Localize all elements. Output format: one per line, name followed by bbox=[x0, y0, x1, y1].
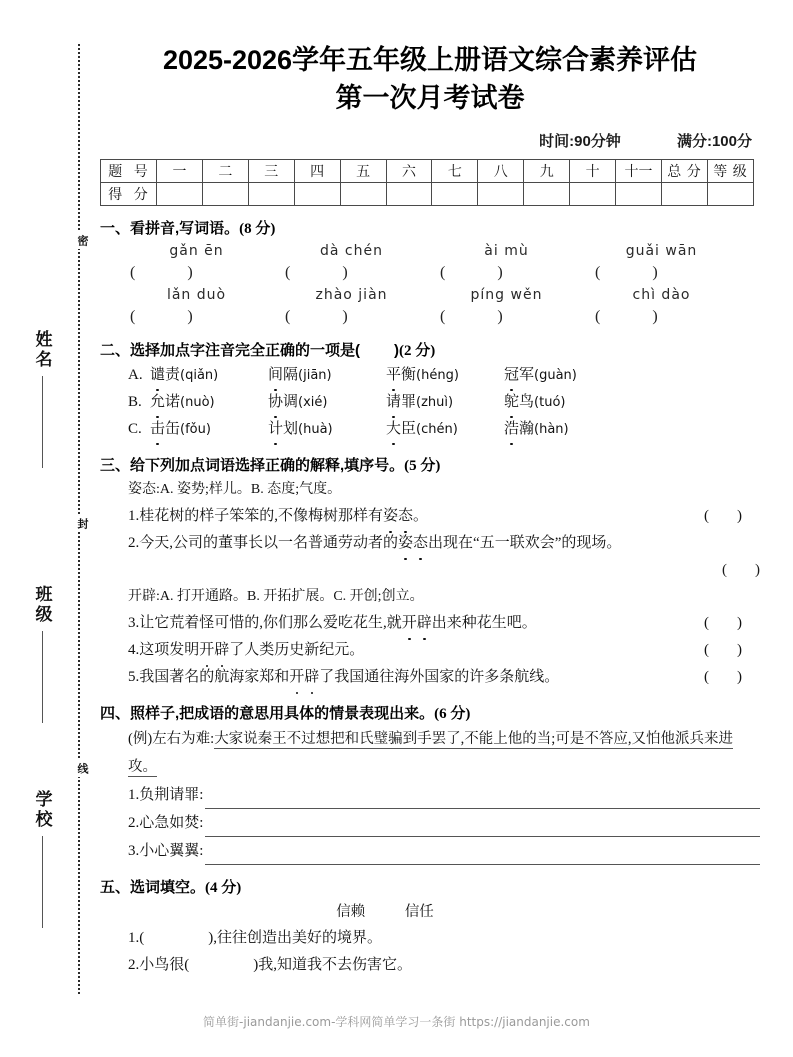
section-4-title: 四、照样子,把成语的意思用具体的情景表现出来。 bbox=[100, 705, 435, 722]
score-table-col-total: 总 分 bbox=[662, 160, 708, 183]
dotted-char: 浩 bbox=[504, 416, 519, 442]
section-5-question-1 bbox=[128, 925, 760, 952]
section-2-points: (2 分) bbox=[399, 343, 436, 359]
seal-word-mi: 密 bbox=[68, 232, 90, 249]
section-4-item-3 bbox=[128, 837, 760, 865]
section-1-points: (8 分) bbox=[239, 221, 276, 237]
pinyin-2-1: lǎn duò bbox=[166, 287, 227, 303]
option-b[interactable] bbox=[128, 389, 760, 416]
section-3-gloss-2: 开辟:A. 打开通路。B. 开拓扩展。C. 开创;创立。 bbox=[128, 589, 424, 604]
score-table-label-score: 得 分 bbox=[101, 183, 157, 206]
score-table bbox=[100, 159, 754, 206]
dotted-char: 鸵 bbox=[504, 389, 519, 415]
word-rest: 诺 bbox=[165, 394, 181, 410]
word-pinyin: (zhuì) bbox=[416, 395, 454, 410]
score-table-col-10: 十 bbox=[570, 160, 616, 183]
dotted-char: 间 bbox=[268, 362, 283, 388]
seal-field-school[interactable] bbox=[22, 790, 62, 928]
score-cell-7[interactable] bbox=[432, 183, 478, 206]
word-bank-item-1: 信赖 bbox=[336, 904, 366, 920]
exam-sheet bbox=[100, 0, 760, 979]
section-3-gloss-1: 姿态:A. 姿势;样儿。B. 态度;气度。 bbox=[128, 482, 342, 497]
section-4-item-1 bbox=[128, 781, 760, 809]
score-table-col-6: 六 bbox=[386, 160, 432, 183]
word-pinyin: (fǒu) bbox=[180, 422, 211, 437]
option-a-item-3 bbox=[386, 362, 504, 389]
question-dotted-word: 开辟 bbox=[402, 610, 432, 637]
word-pinyin: (chén) bbox=[416, 422, 458, 437]
pinyin-1-4: guǎi wān bbox=[625, 243, 698, 259]
word-pinyin: (huà) bbox=[298, 422, 333, 437]
score-cell-4[interactable] bbox=[294, 183, 340, 206]
example-label: (例)左右为难: bbox=[128, 731, 215, 747]
score-cell-10[interactable] bbox=[570, 183, 616, 206]
seal-field-name-label: 姓名 bbox=[32, 330, 52, 370]
option-a-item-1 bbox=[150, 362, 268, 389]
pinyin-row-2-labels bbox=[128, 284, 760, 306]
page-title: 2025-2026学年五年级上册语文综合素养评估 bbox=[162, 45, 698, 75]
dotted-char: 谴 bbox=[150, 362, 165, 388]
score-cell-1[interactable] bbox=[157, 183, 203, 206]
section-4-points: (6 分) bbox=[434, 706, 471, 722]
option-c-item-4 bbox=[504, 416, 622, 443]
word-rest: 臣 bbox=[401, 421, 417, 437]
section-5-title: 五、选词填空。 bbox=[100, 879, 206, 896]
word-pinyin: (héng) bbox=[416, 368, 459, 383]
word-pinyin: (nuò) bbox=[180, 395, 215, 410]
answer-box-1-2[interactable]: ( ) bbox=[285, 264, 348, 281]
option-a[interactable] bbox=[128, 362, 760, 389]
dotted-char: 允 bbox=[150, 389, 165, 415]
section-3-title: 三、给下列加点词语选择正确的解释,填序号。 bbox=[100, 457, 405, 474]
answer-box-2-3[interactable]: ( ) bbox=[440, 308, 503, 325]
section-3-question-3 bbox=[128, 610, 760, 637]
score-table-col-7: 七 bbox=[432, 160, 478, 183]
section-2-heading bbox=[100, 339, 760, 360]
pinyin-1-2: dà chén bbox=[320, 243, 383, 259]
answer-box-1-1[interactable]: ( ) bbox=[130, 264, 193, 281]
question-number: 1. bbox=[128, 930, 140, 946]
option-b-item-2 bbox=[268, 389, 386, 416]
dotted-char: 协 bbox=[268, 389, 283, 415]
answer-blank-3-5[interactable]: ( ) bbox=[704, 669, 742, 685]
example-text: 大家说秦王不过想把和氏璧骗到手罢了,不能上他的当;可是不答应,又怕他派兵来进攻。 bbox=[128, 731, 733, 775]
footer-watermark: 简单街-jiandanjie.com-学科网简单学习一条街 https://jiandanjie.com bbox=[203, 1015, 590, 1029]
answer-blank-3-3[interactable]: ( ) bbox=[704, 615, 742, 631]
exam-duration: 时间:90分钟 bbox=[539, 133, 621, 150]
idiom-number: 3. bbox=[128, 843, 140, 859]
answer-box-2-4[interactable]: ( ) bbox=[595, 308, 658, 325]
seal-word-xian: 线 bbox=[68, 760, 90, 777]
score-cell-6[interactable] bbox=[386, 183, 432, 206]
seal-word-feng: 封 bbox=[68, 515, 90, 532]
section-5-question-2 bbox=[128, 952, 760, 979]
option-c-letter: C. bbox=[128, 421, 142, 437]
section-1-pinyin-grid bbox=[128, 240, 760, 328]
answer-blank-3-4[interactable]: ( ) bbox=[704, 642, 742, 658]
question-number: 3. bbox=[128, 615, 140, 631]
option-a-letter: A. bbox=[128, 367, 143, 383]
pinyin-row-1-labels bbox=[128, 240, 760, 262]
word-rest: 责 bbox=[165, 367, 181, 383]
word-rest: 瀚 bbox=[519, 421, 535, 437]
exam-total-score: 满分:100分 bbox=[676, 133, 752, 150]
question-number: 5. bbox=[128, 669, 140, 685]
option-c-item-3 bbox=[386, 416, 504, 443]
question-text-post: 出来种花生吧。 bbox=[431, 615, 537, 631]
option-b-item-3 bbox=[386, 389, 504, 416]
dotted-char: 冠 bbox=[504, 362, 519, 388]
option-c-item-2 bbox=[268, 416, 386, 443]
answer-rule-4-1[interactable] bbox=[205, 791, 760, 809]
section-3-question-1 bbox=[128, 503, 760, 530]
question-number: 4. bbox=[128, 642, 140, 658]
seal-field-class-rule bbox=[42, 631, 43, 723]
question-text-post: ),往往创造出美好的境界。 bbox=[208, 930, 382, 946]
idiom-text: 心急如焚 bbox=[139, 815, 200, 831]
question-text-post: 。 bbox=[413, 508, 429, 524]
score-table-col-4: 四 bbox=[294, 160, 340, 183]
section-3-question-5 bbox=[128, 664, 760, 691]
seal-field-name-rule bbox=[42, 376, 43, 468]
pinyin-1-3: ài mù bbox=[484, 243, 529, 259]
score-cell-3[interactable] bbox=[248, 183, 294, 206]
answer-box-2-2[interactable]: ( ) bbox=[285, 308, 348, 325]
score-table-col-1: 一 bbox=[157, 160, 203, 183]
word-rest: 划 bbox=[283, 421, 299, 437]
answer-box-2-1[interactable]: ( ) bbox=[130, 308, 193, 325]
select-blank-5-1[interactable]: ( bbox=[139, 930, 145, 946]
question-text-pre: 桂花树的样子笨笨的,不像梅树那样有 bbox=[139, 508, 384, 524]
dotted-char: 击 bbox=[150, 416, 165, 442]
section-3-heading bbox=[100, 454, 760, 475]
section-3-points: (5 分) bbox=[404, 458, 441, 474]
word-bank-item-2: 信任 bbox=[404, 904, 434, 920]
score-cell-grade[interactable] bbox=[708, 183, 754, 206]
question-dotted-word: 开辟 bbox=[289, 664, 319, 691]
answer-blank-3-1[interactable]: ( ) bbox=[704, 508, 742, 524]
question-number: 2. bbox=[128, 535, 140, 551]
answer-blank-3-2[interactable]: ( ) bbox=[722, 562, 760, 578]
seal-field-class-label: 班级 bbox=[32, 585, 52, 625]
page-subtitle: 第一次月考试卷 bbox=[335, 83, 525, 113]
question-text-post: 出现在“五一联欢会”的现场。 bbox=[428, 535, 622, 551]
pinyin-2-3: píng wěn bbox=[470, 287, 543, 303]
select-blank-5-2[interactable]: 小鸟很( bbox=[139, 957, 190, 973]
pinyin-2-2: zhào jiàn bbox=[315, 287, 388, 303]
seal-field-school-label: 学校 bbox=[32, 790, 52, 830]
seal-field-name[interactable] bbox=[22, 330, 62, 468]
seal-field-class[interactable] bbox=[22, 585, 62, 723]
question-text-pre: 今天,公司的董事长以一名普通劳动者的 bbox=[139, 535, 399, 551]
score-table-col-grade: 等 级 bbox=[708, 160, 754, 183]
idiom-number: 1. bbox=[128, 787, 140, 803]
section-5-heading bbox=[100, 876, 760, 897]
section-4-example bbox=[128, 725, 760, 781]
idiom-colon: : bbox=[199, 843, 204, 859]
section-3-question-4 bbox=[128, 637, 760, 664]
score-cell-5[interactable] bbox=[340, 183, 386, 206]
section-1-title: 一、看拼音,写词语。 bbox=[100, 220, 240, 237]
pinyin-row-2-answers bbox=[128, 306, 760, 328]
question-text-post: )我,知道我不去伤害它。 bbox=[253, 957, 412, 973]
idiom-colon: : bbox=[199, 815, 204, 831]
dotted-char: 大 bbox=[386, 416, 401, 442]
word-rest: 军 bbox=[519, 367, 535, 383]
score-cell-2[interactable] bbox=[202, 183, 248, 206]
score-table-col-3: 三 bbox=[248, 160, 294, 183]
word-pinyin: (qiǎn) bbox=[180, 368, 219, 383]
section-4-heading bbox=[100, 702, 760, 723]
section-4-item-2 bbox=[128, 809, 760, 837]
score-table-score-row bbox=[101, 183, 754, 206]
section-2-options bbox=[128, 362, 760, 443]
word-pinyin: (tuó) bbox=[534, 395, 566, 410]
score-table-label-question: 题 号 bbox=[101, 160, 157, 183]
dotted-char: 计 bbox=[268, 416, 283, 442]
score-table-col-9: 九 bbox=[524, 160, 570, 183]
answer-box-1-4[interactable]: ( ) bbox=[595, 264, 658, 281]
dotted-char: 请 bbox=[386, 389, 401, 415]
section-3-question-2 bbox=[128, 530, 760, 557]
question-dotted-word: 姿态 bbox=[383, 503, 413, 530]
pinyin-2-4: chì dào bbox=[632, 287, 691, 303]
score-table-col-2: 二 bbox=[202, 160, 248, 183]
exam-meta bbox=[100, 130, 760, 151]
section-2-title: 二、选择加点字注音完全正确的一项是( bbox=[100, 342, 360, 359]
pinyin-row-1-answers bbox=[128, 262, 760, 284]
option-b-item-4 bbox=[504, 389, 622, 416]
option-a-item-4 bbox=[504, 362, 622, 389]
answer-rule-4-3[interactable] bbox=[205, 847, 760, 865]
word-pinyin: (hàn) bbox=[534, 422, 569, 437]
idiom-text: 小心翼翼 bbox=[139, 843, 200, 859]
option-a-item-2 bbox=[268, 362, 386, 389]
option-b-letter: B. bbox=[128, 394, 142, 410]
answer-box-1-3[interactable]: ( ) bbox=[440, 264, 503, 281]
section-5-points: (4 分) bbox=[205, 880, 242, 896]
question-text-post: 了人类历史新纪元。 bbox=[229, 642, 365, 658]
score-cell-11[interactable] bbox=[616, 183, 662, 206]
word-pinyin: (jiān) bbox=[298, 368, 332, 383]
option-b-item-1 bbox=[150, 389, 268, 416]
idiom-text: 负荆请罪 bbox=[139, 787, 200, 803]
pinyin-1-1: gǎn ēn bbox=[169, 243, 224, 259]
question-text-post: 了我国通往海外国家的许多条航线。 bbox=[319, 669, 560, 685]
score-table-col-8: 八 bbox=[478, 160, 524, 183]
question-text-pre: 让它荒着怪可惜的,你们那么爱吃花生,就 bbox=[139, 615, 402, 631]
question-number: 1. bbox=[128, 508, 140, 524]
word-rest: 调 bbox=[283, 394, 299, 410]
section-5-word-bank bbox=[100, 899, 760, 925]
seal-field-school-rule bbox=[42, 836, 43, 928]
answer-rule-4-2[interactable] bbox=[205, 819, 760, 837]
idiom-number: 2. bbox=[128, 815, 140, 831]
score-cell-9[interactable] bbox=[524, 183, 570, 206]
section-2-title-tail: ) bbox=[394, 342, 399, 359]
score-cell-8[interactable] bbox=[478, 183, 524, 206]
word-pinyin: (xié) bbox=[298, 395, 328, 410]
word-rest: 罪 bbox=[401, 394, 417, 410]
score-table-col-11: 十一 bbox=[616, 160, 662, 183]
word-pinyin: (guàn) bbox=[534, 368, 577, 383]
score-cell-total[interactable] bbox=[662, 183, 708, 206]
score-table-col-5: 五 bbox=[340, 160, 386, 183]
section-1-heading bbox=[100, 217, 760, 238]
idiom-colon: : bbox=[199, 787, 204, 803]
sealing-sidebar bbox=[0, 0, 96, 1057]
score-table-header-row bbox=[101, 160, 754, 183]
question-text-pre: 这项发明 bbox=[139, 642, 200, 658]
word-rest: 衡 bbox=[401, 367, 417, 383]
word-rest: 缶 bbox=[165, 421, 181, 437]
question-text-pre: 我国著名的航海家郑和 bbox=[139, 669, 290, 685]
question-text-pre: 2. bbox=[128, 957, 140, 973]
question-dotted-word: 姿态 bbox=[398, 530, 428, 557]
word-rest: 鸟 bbox=[519, 394, 535, 410]
word-rest: 隔 bbox=[283, 367, 299, 383]
option-c-item-1 bbox=[150, 416, 268, 443]
dotted-char: 平 bbox=[386, 362, 401, 388]
option-c[interactable] bbox=[128, 416, 760, 443]
question-dotted-word: 开辟 bbox=[199, 637, 229, 664]
